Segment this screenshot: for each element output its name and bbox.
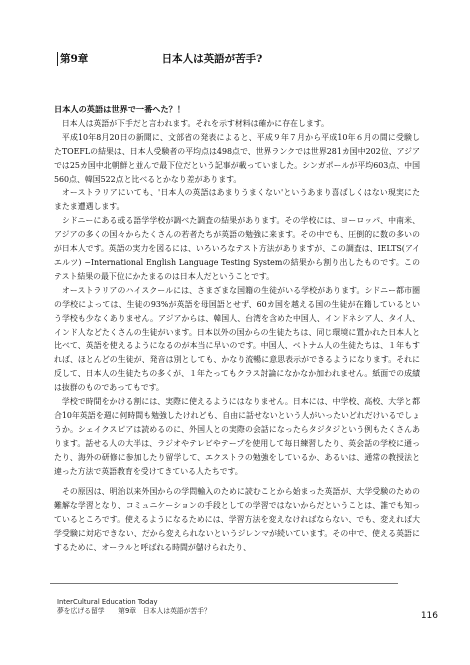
chapter-header	[57, 52, 420, 66]
chapter-number: 第9章	[60, 53, 89, 65]
paragraph-3: オーストラリアにいても、'日本人の英語はあまりうまくない'というあまり喜ばしくはない現実にたまたま遭遇します。	[54, 188, 420, 212]
paragraph-5: オーストラリアのハイスクールには、さまざまな国籍の生徒がいる学校があります。シドニー都市圏の学校によっては、生徒の93%が英語を母国語とせず、60カ国を越える国の生徒が在籍しているという学校も少なくありません。アジアからは、韓国人、台湾を含めた中国人、インドネシア人、タイ人、インド人などたくさんの生徒がいます。日本以外の国からの生徒たちは、同じ環境に置かれた日本人と比べて、英語を使えるようになるのが本当に早いのです。中国人、ベトナム人の生徒たちは、１年もすれば、ほとんどの生徒が、発音は別としても、かなり流暢に意思表示ができるようになります。それに反して、日本人の生徒たちの多くが、１年たってもクラス討論になかなか加われません。紙面での成績は抜群のものであってもです。	[54, 285, 420, 393]
footer	[57, 598, 211, 616]
section-heading: 日本人の英語は世界で一番へた？！	[54, 104, 186, 114]
page-number: 116	[420, 611, 438, 621]
paragraph-2: 平成10年8月20日の新聞に、文部省の発表によると、平成９年７月から平成10年６月の間に受験したTOEFLの結果は、日本人受験者の平均点は498点で、世界ランクでは世界281カ国中202位、アジアでは25カ国中北朝鮮と並んで最下位だという記事が載っていました。シンガポールが平均603点、中国560点、韓国522点と比べるとかなり差があります。	[54, 132, 420, 184]
footer-publication: InterCultural Education Today	[57, 598, 158, 606]
body-text	[54, 103, 420, 555]
paragraph-1: 日本人は英語が下手だと言われます。それを示す材料は確かに存在します。	[61, 118, 329, 128]
footer-divider	[50, 583, 398, 584]
footer-running-title: 夢を広げる留学 第9章 日本人は英語が苦手？	[57, 607, 211, 615]
chapter-title: 日本人は英語が苦手?	[161, 53, 263, 65]
paragraph-4: シドニーにある或る語学学校が調べた調査の結果があります。その学校には、ヨーロッパ、中南米、アジアの多くの国々からたくさんの若者たちが英語の勉強に来ます。その中でも、圧倒的に数の多いのが日本人です。英語の実力を図るには、いろいろなテスト方法がありますが、この調査は、IELTS(アイエルツ) −International English Language Testing Systemの結果から割り出したものです。このテスト結果の最下位にかたまるのは日本人だということです。	[54, 216, 420, 281]
paragraph-7: その原因は、明治以来外国からの学問輸入のために読むことから始まった英語が、大学受験のための難解な学習となり、コミュニケーションの手段としての学習ではないからだということは、誰でも知っているところです。使えるようになるためには、学習方法を変えなければならない、でも、変えれば大学受験に対応できない、だから変えられないというジレンマが続いています。その中で、使える英語にするために、オーラルと呼ばれる時間が儲けられたり、	[54, 487, 420, 553]
paragraph-6: 学校で時間をかける割には、実際に使えるようにはなりません。日本には、中学校、高校、大学と都合10年英語を週に何時間も勉強したけれども、自由に話せないという人がいったいどれだけいるでしょうか。シェイクスピアは読めるのに、外国人との実際の会話になったらタジタジという例もたくさんあります。話せる人の大半は、ラジオやテレビやテープを使用して毎日練習したり、英会話の学校に通ったり、海外の研修に参加したり留学して、エクストラの勉強をしているか、あるいは、通常の教授法と違った方法で英語教育を受けてきている人たちです。	[54, 397, 420, 476]
